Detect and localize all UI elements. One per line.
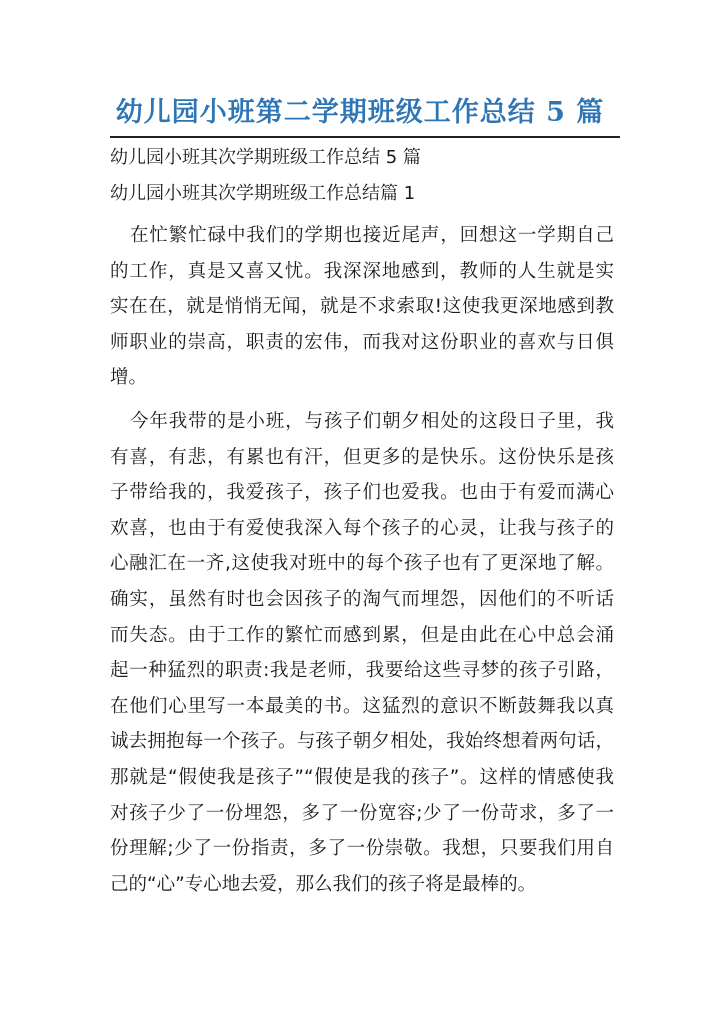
paragraph-line: 师职业的崇高，职责的宏伟，而我对这份职业的喜欢与日俱 xyxy=(110,331,614,353)
paragraph-line: 欢喜，也由于有爱使我深入每个孩子的心灵，让我与孩子的 xyxy=(110,517,614,539)
paragraph-line: 子带给我的，我爱孩子，孩子们也爱我。也由于有爱而满心 xyxy=(110,482,614,504)
paragraph-line: 增。 xyxy=(110,367,148,389)
paragraph-line: 今年我带的是小班，与孩子们朝夕相处的这段日子里，我 xyxy=(130,411,614,432)
paragraph-line: 确实，虽然有时也会因孩子的淘气而埋怨，因他们的不听话 xyxy=(110,588,614,610)
paragraph-line: 有喜，有悲，有累也有汗，但更多的是快乐。这份快乐是孩 xyxy=(110,446,614,468)
paragraph-line: 份理解;少了一份指责，多了一份崇敬。我想，只要我们用自 xyxy=(110,838,614,860)
paragraph-line: 那就是“假使我是孩子”“假使是我的孩子”。这样的情感使我 xyxy=(110,766,614,788)
paragraph-line: 实在在，就是悄悄无闻，就是不求索取!这使我更深地感到教 xyxy=(110,296,614,318)
paragraph-line: 在他们心里写一本最美的书。这猛烈的意识不断鼓舞我以真 xyxy=(110,695,614,717)
body-paragraph-1 xyxy=(110,218,614,396)
paragraph-line: 起一种猛烈的职责:我是老师，我要给这些寻梦的孩子引路， xyxy=(110,660,614,682)
document-subtitle: 幼儿园小班其次学期班级工作总结 5 篇 xyxy=(110,147,421,168)
page-title: 幼儿园小班第二学期班级工作总结 5 篇 xyxy=(115,97,605,128)
paragraph-line: 而失态。由于工作的繁忙而感到累，但是由此在心中总会涌 xyxy=(110,624,614,646)
paragraph-line: 的工作，真是又喜又忧。我深深地感到，教师的人生就是实 xyxy=(110,260,614,282)
paragraph-line: 心融汇在一齐,这使我对班中的每个孩子也有了更深地了解。 xyxy=(110,553,614,575)
body-paragraph-2 xyxy=(110,404,614,902)
section-heading: 幼儿园小班其次学期班级工作总结篇 1 xyxy=(110,183,416,204)
paragraph-line: 己的“心”专心地去爱，那么我们的孩子将是最棒的。 xyxy=(110,873,537,895)
paragraph-line: 对孩子少了一份埋怨，多了一份宽容;少了一份苛求，多了一 xyxy=(110,802,614,824)
paragraph-line: 诚去拥抱每一个孩子。与孩子朝夕相处，我始终想着两句话， xyxy=(110,731,614,753)
paragraph-line: 在忙繁忙碌中我们的学期也接近尾声，回想这一学期自己 xyxy=(130,225,614,246)
title-divider xyxy=(110,136,620,138)
